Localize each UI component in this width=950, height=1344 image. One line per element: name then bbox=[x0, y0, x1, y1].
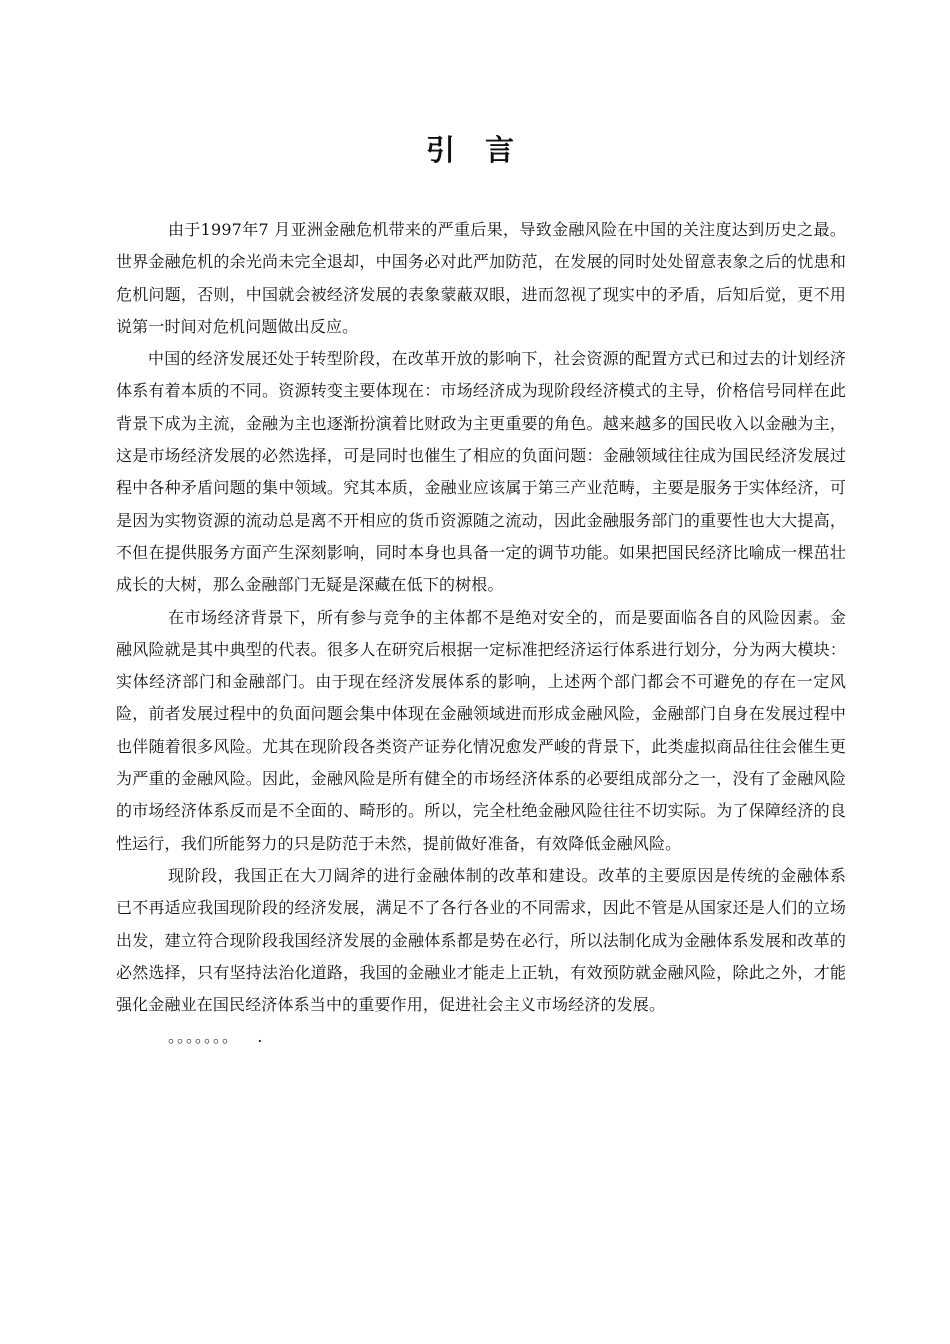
document-body bbox=[116, 214, 846, 1053]
paragraph-4: 现阶段，我国正在大刀阔斧的进行金融体制的改革和建设。改革的主要原因是传统的金融体系已不再适应我国现阶段的经济发展，满足不了各行各业的不同需求，因此不管是从国家还是人们的立场出发，建立符合现阶段我国经济发展的金融体系都是势在必行，所以法制化成为金融体系发展和改革的必然选择，只有坚持法治化道路，我国的金融业才能走上正轨，有效预防就金融风险，除此之外，才能强化金融业在国民经济体系当中的重要作用，促进社会主义市场经济的发展。 bbox=[116, 865, 846, 1015]
paragraph-1: 由于1997年7 月亚洲金融危机带来的严重后果，导致金融风险在中国的关注度达到历史之最。世界金融危机的余光尚未完全退却，中国务必对此严加防范，在发展的同时处处留意表象之后的忧患和危机问题，否则，中国就会被经济发展的表象蒙蔽双眼，进而忽视了现实中的矛盾，后知后觉，更不用说第一时间对危机问题做出反应。 bbox=[116, 220, 846, 336]
paragraph-2: 中国的经济发展还处于转型阶段，在改革开放的影响下，社会资源的配置方式已和过去的计划经济体系有着本质的不同。资源转变主要体现在：市场经济成为现阶段经济模式的主导，价格信号同样在此背景下成为主流，金融为主也逐渐扮演着比财政为主更重要的角色。越来越多的国民收入以金融为主，这是市场经济发展的必然选择，可是同时也催生了相应的负面问题：金融领域往往成为国民经济发展过程中各种矛盾问题的集中领域。究其本质，金融业应该属于第三产业范畴，主要是服务于实体经济，可是因为实物资源的流动总是离不开相应的货币资源随之流动，因此金融服务部门的重要性也大大提高，不但在提供服务方面产生深刻影响，同时本身也具备一定的调节功能。如果把国民经济比喻成一棵茁壮成长的大树，那么金融部门无疑是深藏在低下的树根。 bbox=[116, 349, 846, 595]
ellipsis-line: 。。。。。。。 . bbox=[168, 1027, 264, 1047]
page-title: 引 言 bbox=[425, 133, 525, 167]
paragraph-3: 在市场经济背景下，所有参与竞争的主体都不是绝对安全的，而是要面临各自的风险因素。金融风险就是其中典型的代表。很多人在研究后根据一定标准把经济运行体系进行划分，分为两大模块：实体经济部门和金融部门。由于现在经济发展体系的影响，上述两个部门都会不可避免的存在一定风险，前者发展过程中的负面问题会集中体现在金融领域进而形成金融风险，金融部门自身在发展过程中也伴随着很多风险。尤其在现阶段各类资产证券化情况愈发严峻的背景下，此类虚拟商品往往会催生更为严重的金融风险。因此，金融风险是所有健全的市场经济体系的必要组成部分之一，没有了金融风险的市场经济体系反而是不全面的、畸形的。所以，完全杜绝金融风险往往不切实际。为了保障经济的良性运行，我们所能努力的只是防范于未然，提前做好准备，有效降低金融风险。 bbox=[116, 607, 846, 853]
